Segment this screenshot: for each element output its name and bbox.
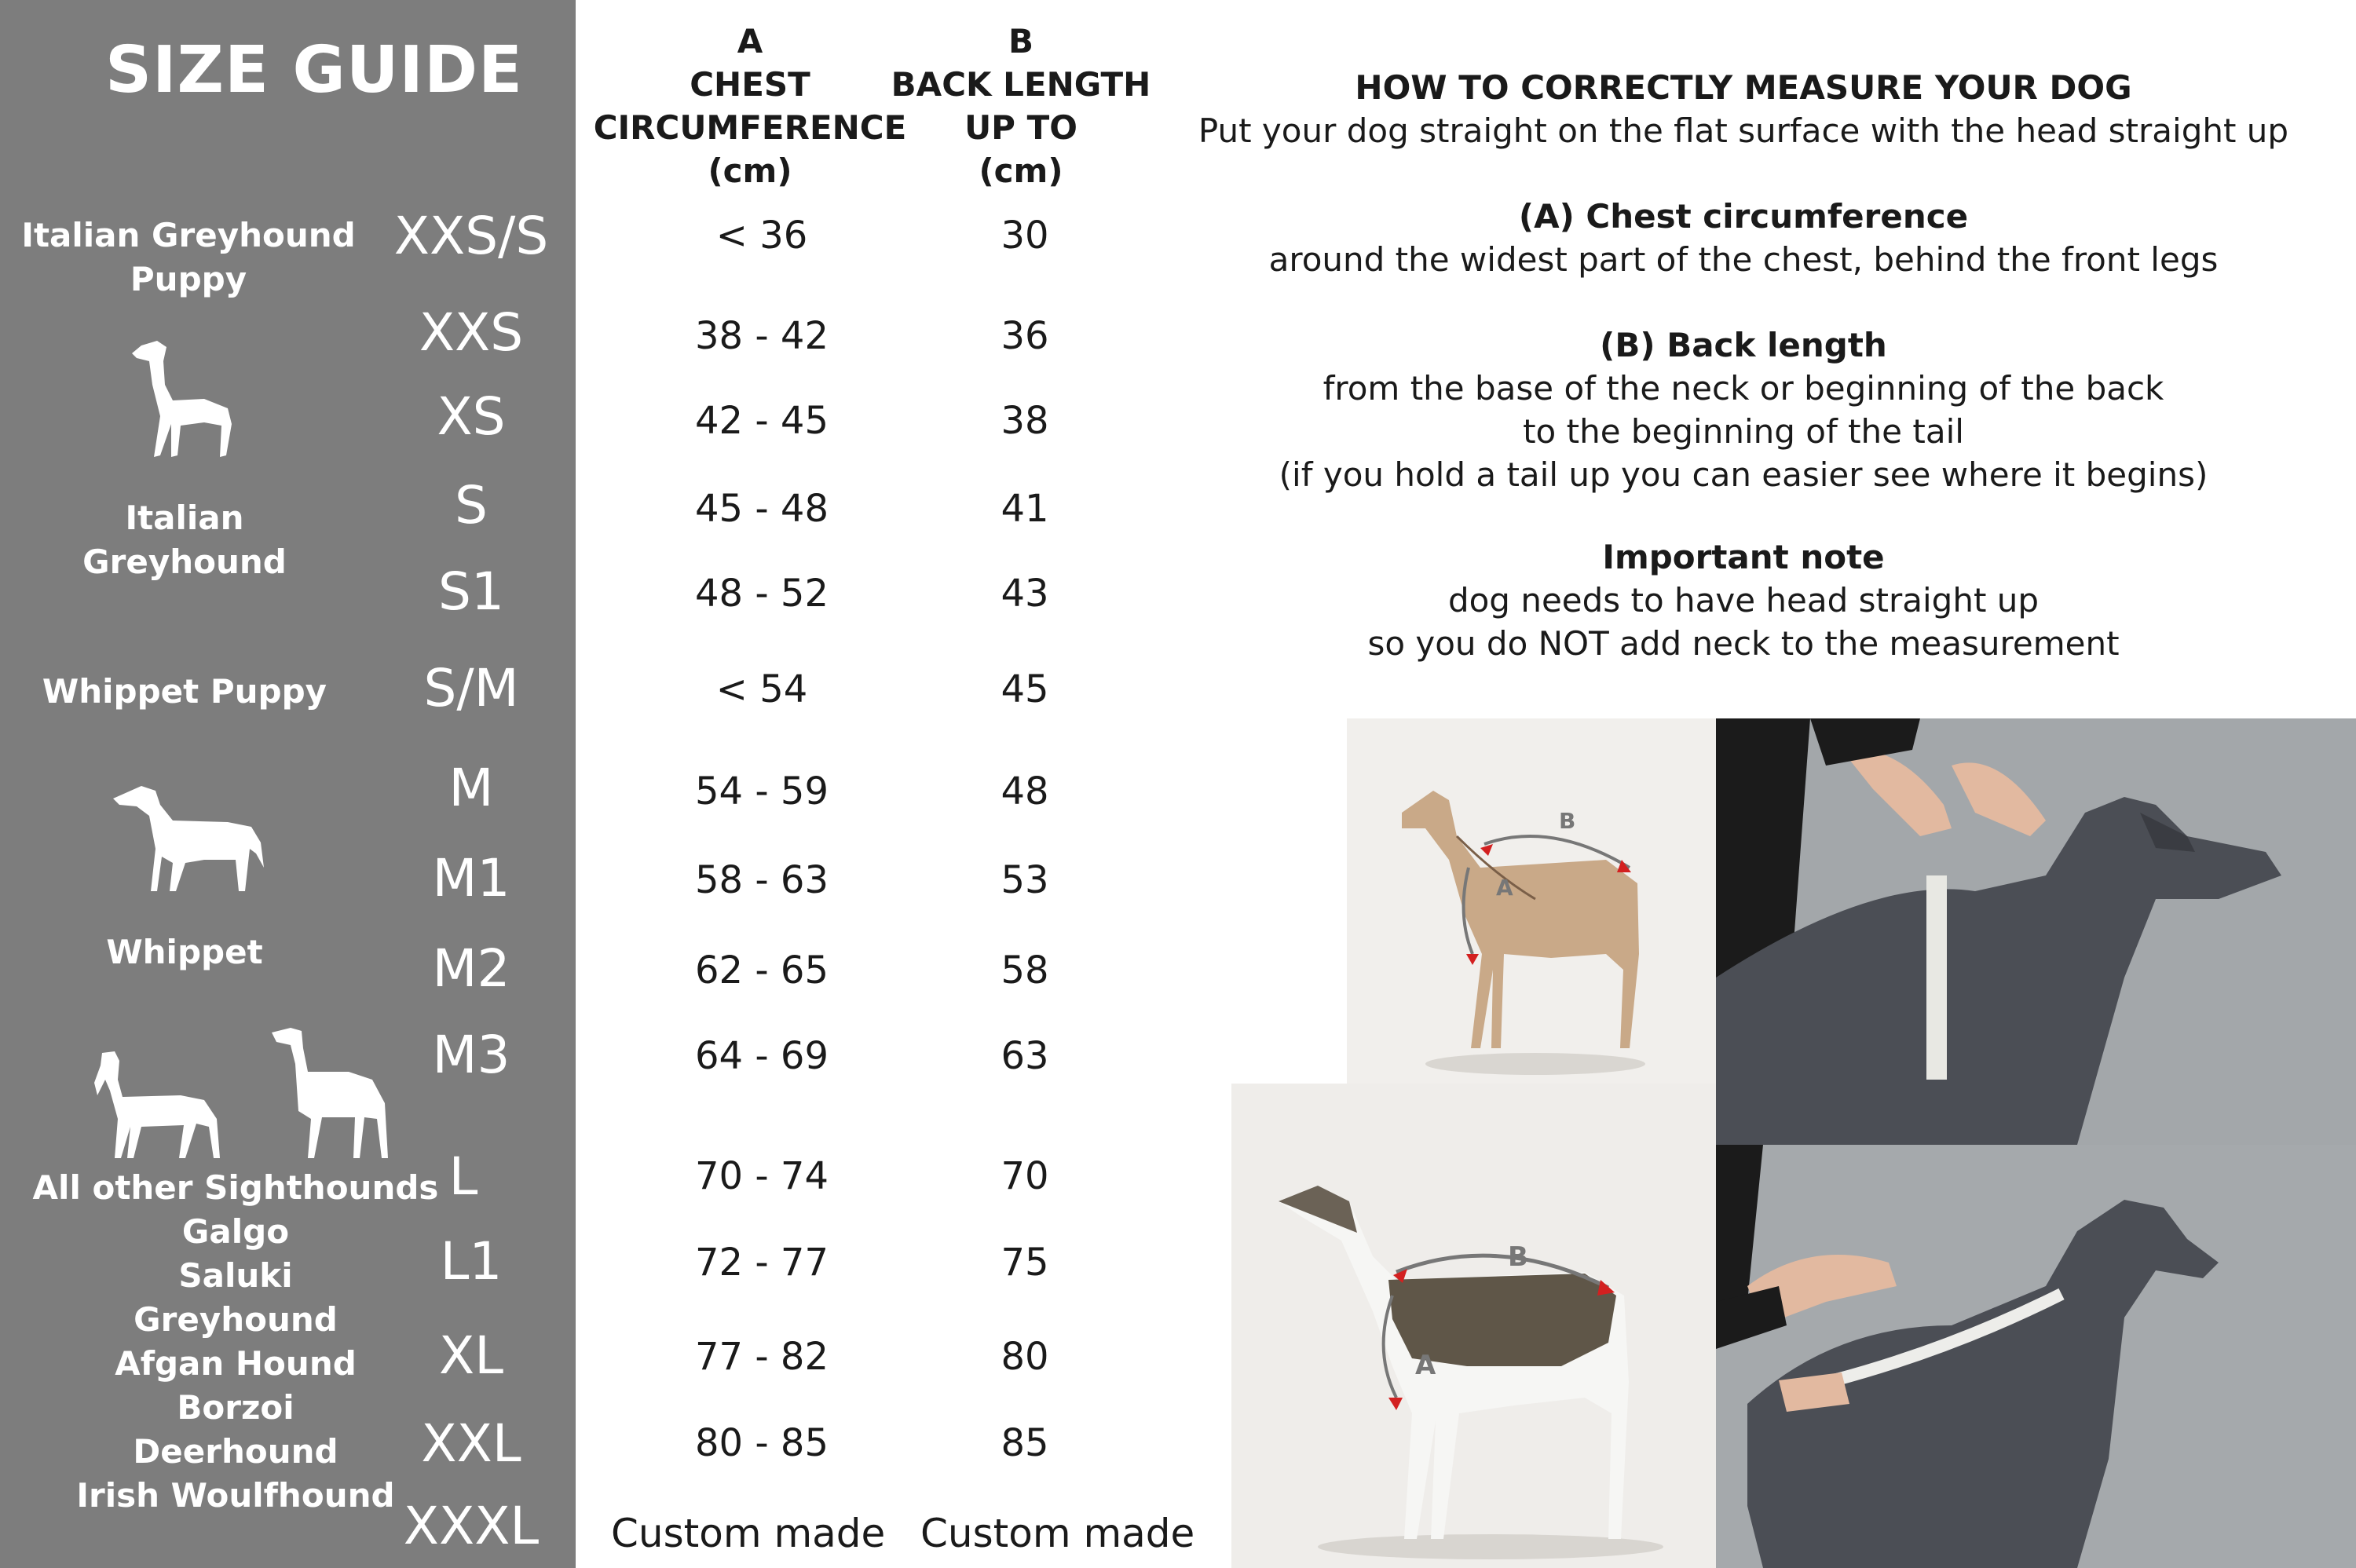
chest-instructions: [1162, 195, 2325, 281]
note-title: Important note: [1602, 538, 1885, 576]
back-value: 36: [1001, 314, 1049, 358]
header-line: CHEST: [690, 65, 810, 104]
back-instructions: [1162, 323, 2325, 496]
back-value: 45: [1001, 667, 1049, 711]
page-title: SIZE GUIDE: [104, 33, 524, 108]
chest-value: 42 - 45: [695, 399, 829, 443]
photo-label-a: A: [1415, 1350, 1436, 1381]
back-value: 70: [1001, 1154, 1049, 1198]
back-line: from the base of the neck or beginning of the back: [1323, 369, 2164, 408]
size-code: XS: [437, 386, 506, 447]
italian-greyhound-measurement-photo: [1347, 718, 1716, 1087]
chest-value: 58 - 63: [695, 858, 829, 902]
size-code: XXS: [419, 302, 524, 363]
back-value: 85: [1001, 1421, 1049, 1465]
greyhound-silhouette-icon: [267, 1025, 393, 1166]
chest-value: 80 - 85: [695, 1421, 829, 1465]
note-line: dog needs to have head straight up: [1447, 581, 2040, 620]
size-code: XXL: [421, 1413, 521, 1474]
breed-line: Borzoi: [177, 1388, 294, 1427]
back-value: 48: [1001, 769, 1049, 813]
custom-made-back: Custom made: [920, 1511, 1195, 1556]
chest-value: < 54: [715, 667, 808, 711]
instructions-heading: HOW TO CORRECTLY MEASURE YOUR DOG: [1355, 68, 2132, 107]
photo-label-b: B: [1559, 808, 1576, 834]
size-code: XXXL: [403, 1496, 540, 1556]
size-code: M1: [432, 848, 510, 908]
breed-line: Italian Greyhound: [21, 216, 356, 254]
header-line: B: [1008, 22, 1033, 60]
back-tape-measure-photo: [1716, 1145, 2356, 1568]
breed-line: Greyhound: [82, 543, 287, 581]
breed-line: Saluki: [178, 1256, 293, 1295]
chest-title: (A) Chest circumference: [1518, 197, 1969, 236]
instructions-intro: Put your dog straight on the flat surface with the head straight up: [1198, 111, 2289, 150]
size-code: L1: [440, 1231, 503, 1292]
chest-tape-measure-photo: [1716, 718, 2356, 1145]
breed-label-whippet-puppy: Whippet Puppy: [42, 672, 327, 711]
size-code: M3: [432, 1025, 510, 1085]
chest-value: < 36: [715, 214, 808, 258]
back-value: 38: [1001, 399, 1049, 443]
breed-line: Afgan Hound: [115, 1344, 357, 1383]
note-instructions: [1162, 535, 2325, 665]
back-value: 30: [1001, 214, 1049, 258]
measure-instructions: [1162, 66, 2325, 152]
chest-value: 72 - 77: [695, 1241, 829, 1285]
breed-label-italian-greyhound: [16, 496, 353, 584]
back-value: 41: [1001, 487, 1049, 531]
chest-value: 38 - 42: [695, 314, 829, 358]
chest-value: 48 - 52: [695, 572, 829, 616]
header-line: CIRCUMFERENCE: [593, 108, 907, 147]
photo-label-b: B: [1508, 1241, 1528, 1273]
whippet-silhouette-icon: [110, 781, 267, 899]
header-line: UP TO: [964, 108, 1077, 147]
breed-line: Galgo: [181, 1212, 290, 1251]
breed-line: Greyhound: [134, 1300, 338, 1339]
chest-text: around the widest part of the chest, behind the front legs: [1268, 240, 2219, 279]
breed-line: Italian: [125, 499, 244, 537]
size-code: L: [448, 1146, 478, 1207]
back-value: 58: [1001, 948, 1049, 992]
chest-value: 45 - 48: [695, 487, 829, 531]
back-line: (if you hold a tail up you can easier see where it begins): [1279, 455, 2208, 494]
chest-value: 62 - 65: [695, 948, 829, 992]
back-value: 53: [1001, 858, 1049, 902]
column-header-chest: [577, 20, 923, 192]
size-code: S: [455, 475, 488, 535]
chest-value: 54 - 59: [695, 769, 829, 813]
breed-label-italian-greyhound-puppy: [16, 214, 361, 302]
note-line: so you do NOT add neck to the measurement: [1367, 624, 2120, 663]
back-value: 43: [1001, 572, 1049, 616]
size-code: M2: [432, 938, 510, 999]
size-code: XL: [439, 1325, 503, 1386]
custom-made-chest: Custom made: [611, 1511, 886, 1556]
chest-value: 64 - 69: [695, 1034, 829, 1078]
saluki-silhouette-icon: [86, 1048, 228, 1166]
size-code: M: [448, 758, 494, 818]
header-line: A: [737, 22, 763, 60]
breed-line: Puppy: [130, 260, 247, 298]
chest-value: 77 - 82: [695, 1335, 829, 1379]
photo-label-a: A: [1496, 875, 1513, 901]
back-value: 63: [1001, 1034, 1049, 1078]
breed-line: Irish Woulfhound: [76, 1476, 395, 1515]
breed-label-whippet: Whippet: [106, 933, 263, 971]
column-header-back-length: [887, 20, 1154, 192]
breed-line: All other Sighthounds: [32, 1168, 439, 1207]
header-line: (cm): [708, 152, 792, 190]
back-value: 75: [1001, 1241, 1049, 1285]
italian-greyhound-silhouette-icon: [126, 338, 243, 463]
back-title: (B) Back length: [1600, 326, 1887, 364]
breed-label-sighthounds: [31, 1166, 440, 1518]
breed-line: Deerhound: [133, 1432, 338, 1471]
size-code: XXS/S: [393, 206, 549, 266]
whippet-measurement-photo: [1231, 1084, 1716, 1568]
header-line: (cm): [979, 152, 1063, 190]
header-line: BACK LENGTH: [891, 65, 1151, 104]
size-code: S1: [438, 561, 504, 622]
back-line: to the beginning of the tail: [1523, 412, 1964, 451]
back-value: 80: [1001, 1335, 1049, 1379]
chest-value: 70 - 74: [695, 1154, 829, 1198]
size-code: S/M: [423, 658, 519, 718]
